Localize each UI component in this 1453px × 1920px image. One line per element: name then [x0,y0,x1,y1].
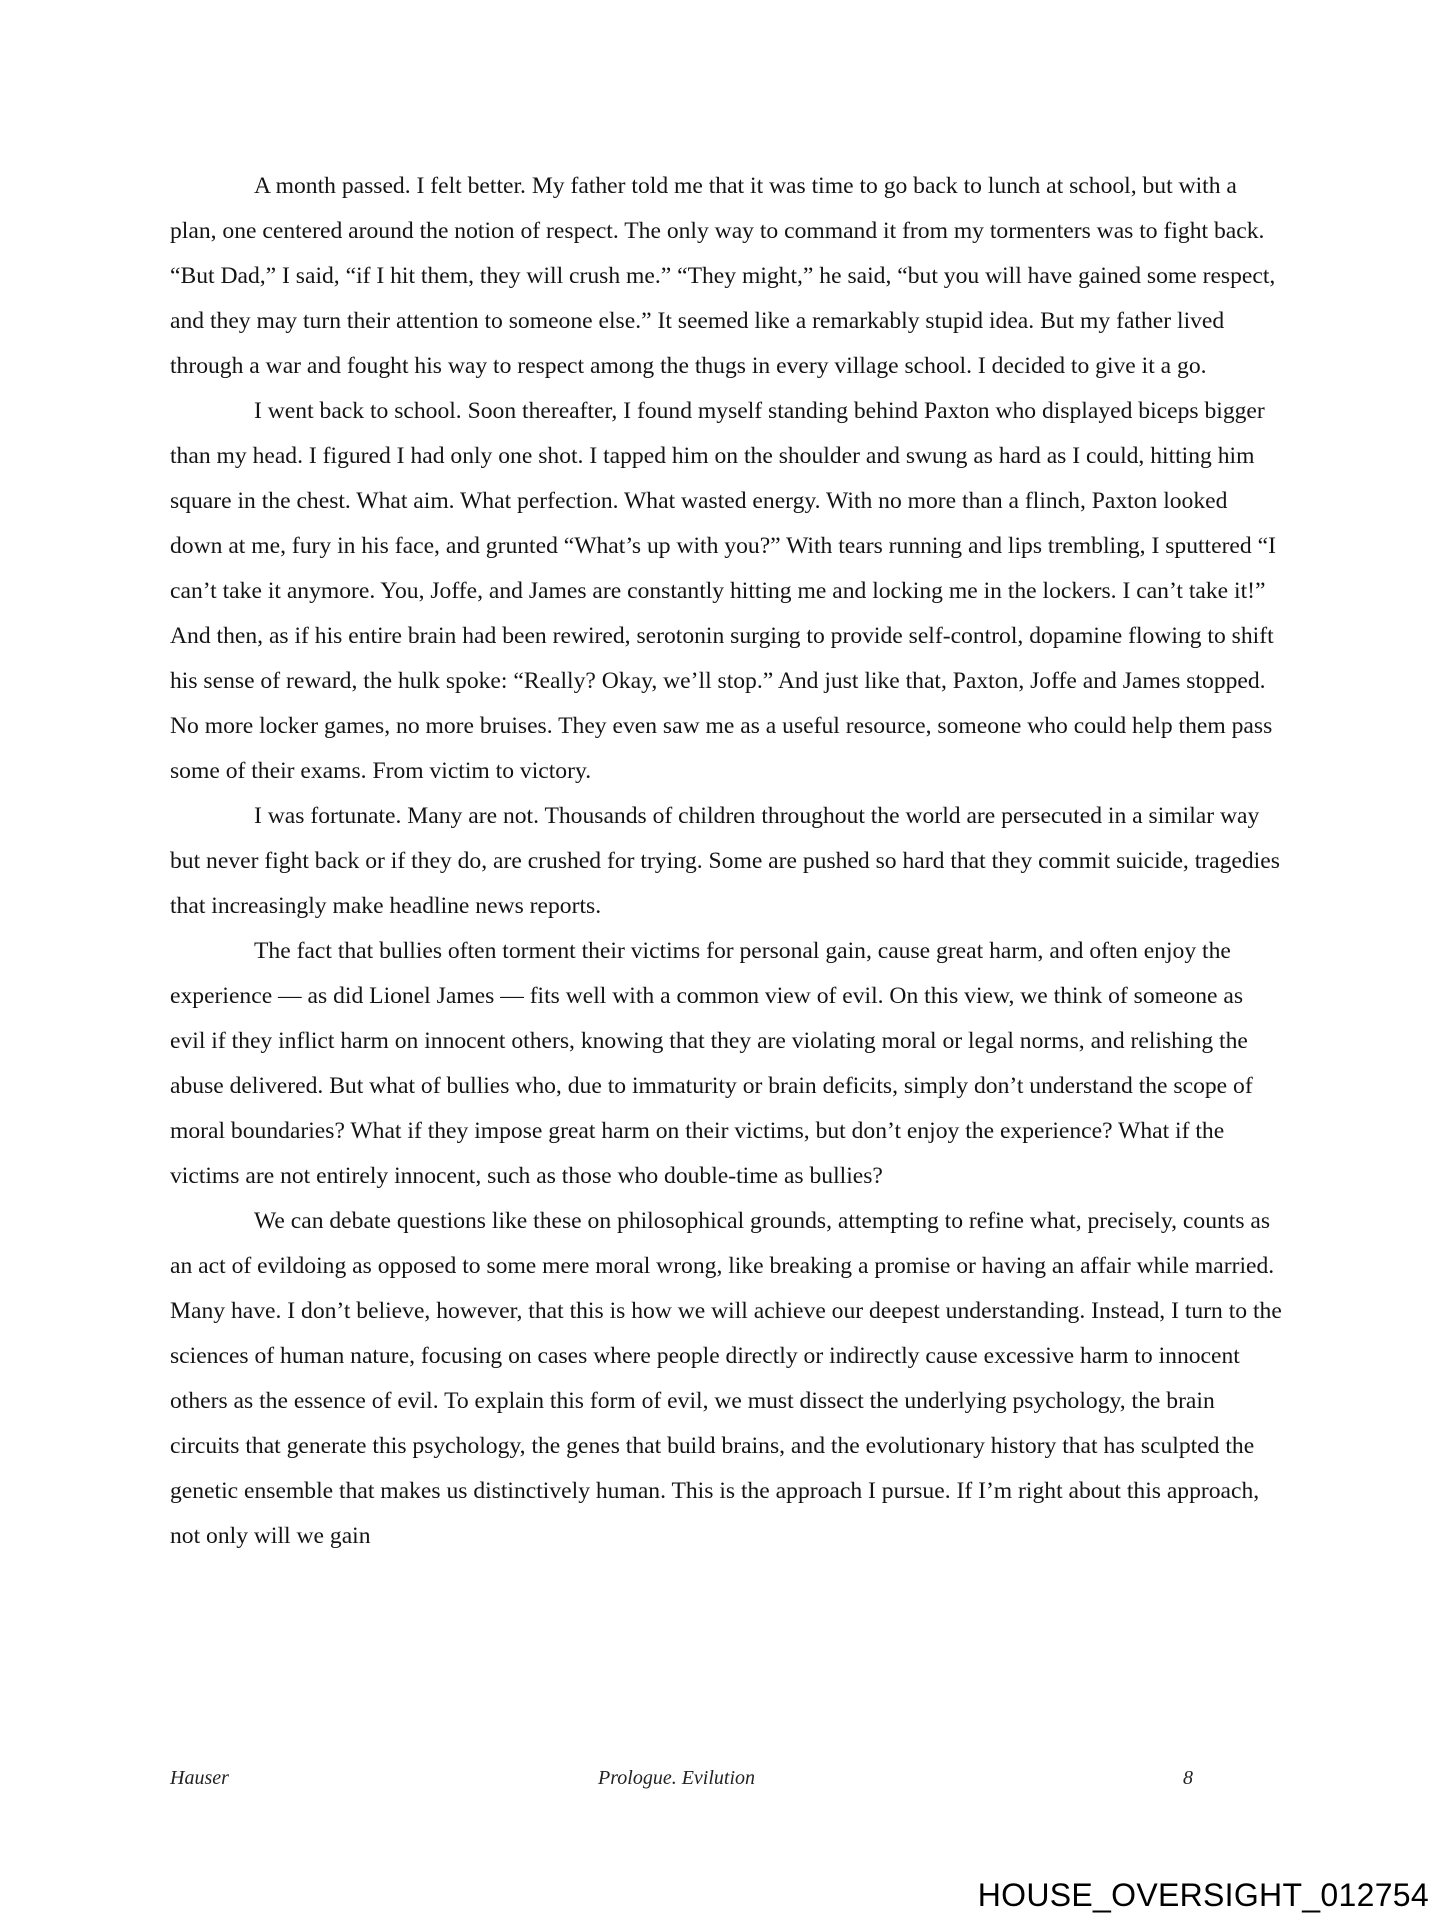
bates-number: HOUSE_OVERSIGHT_012754 [977,1877,1429,1913]
footer-chapter-title: Prologue. Evilution [598,1767,756,1789]
paragraph-5: We can debate questions like these on philosophical grounds, attempting to refine what, precisely, counts as an act of evildoing as opposed to some mere moral wrong, like breaking a promise or having an affair while married. Many have. I don’t believe, however, that this is how we will achieve our deepest understanding. Instead, I turn to the sciences of human nature, focusing on cases where people directly or indirectly cause excessive harm to innocent others as the essence of evil. To explain this form of evil, we must dissect the underlying psychology, the brain circuits that generate this psychology, the genes that build brains, and the evolutionary history that has sculpted the genetic ensemble that makes us distinctively human. This is the approach I pursue. If I’m right about this approach, not only will we gain [170,1208,1282,1549]
paragraph-3: I was fortunate. Many are not. Thousands of children throughout the world are persecuted in a similar way but never fight back or if they do, are crushed for trying. Some are pushed so hard that they commit suicide, tragedies that increasingly make headline news reports. [170,803,1280,919]
footer-author: Hauser [170,1767,229,1789]
paragraph-2: I went back to school. Soon thereafter, I found myself standing behind Paxton who displayed biceps bigger than my head. I figured I had only one shot. I tapped him on the shoulder and swung as hard as I could, hitting him square in the chest. What aim. What perfection. What wasted energy. With no more than a flinch, Paxton looked down at me, fury in his face, and grunted “What’s up with you?” With tears running and lips trembling, I sputtered “I can’t take it anymore. You, Joffe, and James are constantly hitting me and locking me in the lockers. I can’t take it!” And then, as if his entire brain had been rewired, serotonin surging to provide self-control, dopamine flowing to shift his sense of reward, the hulk spoke: “Really? Okay, we’ll stop.” And just like that, Paxton, Joffe and James stopped. No more locker games, no more bruises. They even saw me as a useful resource, someone who could help them pass some of their exams. From victim to victory. [170,398,1276,784]
footer-page-number: 8 [1183,1767,1193,1789]
paragraph-4: The fact that bullies often torment their victims for personal gain, cause great harm, and often enjoy the experience — as did Lionel James — fits well with a common view of evil. On this view, we think of someone as evil if they inflict harm on innocent others, knowing that they are violating moral or legal norms, and relishing the abuse delivered. But what of bullies who, due to immaturity or brain deficits, simply don’t understand the scope of moral boundaries? What if they impose great harm on their victims, but don’t enjoy the experience? What if the victims are not entirely innocent, such as those who double-time as bullies? [170,938,1253,1189]
paragraph-1: A month passed. I felt better. My father told me that it was time to go back to lunch at school, but with a plan, one centered around the notion of respect. The only way to command it from my tormenters was to fight back. “But Dad,” I said, “if I hit them, they will crush me.” “They might,” he said, “but you will have gained some respect, and they may turn their attention to someone else.” It seemed like a remarkably stupid idea. But my father lived through a war and fought his way to respect among the thugs in every village school. I decided to give it a go. [170,173,1276,379]
page-body [170,164,1284,1559]
